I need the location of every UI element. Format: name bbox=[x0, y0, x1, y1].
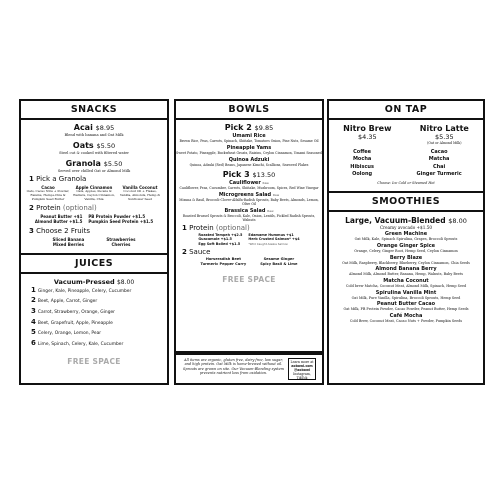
bowl-name: Microgreens Salad bbox=[218, 192, 272, 198]
protein-footnote: *Wild Caught Alaska Salmon bbox=[248, 241, 289, 246]
fruit-col-right bbox=[106, 237, 135, 248]
bowls-title: BOWLS bbox=[176, 101, 322, 120]
bowl-name: Umami Rice bbox=[232, 133, 266, 139]
smoothie-item bbox=[329, 231, 483, 241]
step-label: Pick a Granola bbox=[36, 175, 87, 184]
smoothie-name: Green Machine bbox=[384, 231, 428, 238]
protein-option: Almond Butter +$1.5 bbox=[34, 219, 83, 225]
bowl-name: Brassica Salad bbox=[224, 208, 266, 214]
pick2-name: Pick 2 bbox=[224, 123, 252, 132]
granola-item bbox=[21, 159, 167, 169]
smoothie-name: Peanut Butter Cacao bbox=[376, 301, 436, 308]
website-link[interactable]: aobowl.com bbox=[291, 364, 313, 368]
protein-col-right bbox=[88, 214, 153, 225]
pick2-header bbox=[176, 123, 322, 133]
pick3-header bbox=[176, 170, 322, 180]
info-note-text: All items are organic, gluten free, dairy free, low sugar, and high protein. Oat Milk is home-brewed without oil. Sprouts are grown on site. Our Vacuum-Blending system prevents nutrient loss from oxidation. bbox=[183, 358, 284, 375]
step-label: Choose 2 Fruits bbox=[36, 226, 91, 235]
bowl-desc: Sweet Potato, Pineapple, Buckwheat Groats, Raisins, Ceylon Cinnamon, Umami Seasoned bbox=[176, 151, 322, 155]
juice-ingredients: Celery, Orange, Lemon, Pear bbox=[37, 331, 102, 337]
step-optional: (optional) bbox=[215, 224, 250, 232]
granola-option-name: Cacao bbox=[41, 185, 55, 191]
juice-item bbox=[21, 339, 167, 350]
granola-name: Granola bbox=[65, 158, 101, 168]
fruit-option: Sliced Banana bbox=[52, 236, 85, 242]
juice-ingredients: Beet, Apple, Carrot, Ginger bbox=[37, 299, 98, 305]
nitro-brew bbox=[343, 124, 391, 145]
nitro-latte-sub: (Oat or Almond Milk) bbox=[427, 141, 462, 145]
juice-ingredients: Ginger, Kale, Pineapple, Celery, Cucumber bbox=[37, 288, 132, 294]
smoothie-desc: Cold brew Matcha, Coconut Meat, Almond Milk, Spinach, Hemp Seed bbox=[345, 283, 467, 288]
sauce-col-left bbox=[201, 257, 247, 267]
smoothie-name: Berry Blaze bbox=[389, 254, 423, 261]
juice-number: 5 bbox=[31, 328, 36, 337]
protein-option: Peanut Butter +$1 bbox=[40, 213, 83, 219]
snacks-step-3 bbox=[29, 227, 167, 236]
social-handle[interactable]: @aobowl bbox=[293, 368, 311, 372]
bowl-item bbox=[176, 180, 322, 190]
bowl-desc: Brown Rice, Peas, Carrots, Spinach, Shiitake, Tomatoes Onion, Pine Nuts, Sesame Oil bbox=[179, 139, 319, 143]
step-label: Sauce bbox=[189, 248, 211, 257]
protein-option: Egg Soft Boiled +$1.5 bbox=[198, 241, 241, 246]
juices-head: Vacuum-Pressed bbox=[53, 277, 115, 286]
juices-price: $8.00 bbox=[116, 278, 135, 286]
sauce-col-right bbox=[260, 257, 297, 267]
granola-option-desc: Oats, Cacao Nibs + Powder, Raisins, Hemp+Chia & Pumpkin Seed Butter bbox=[26, 189, 70, 201]
bowls-panel bbox=[174, 99, 324, 353]
tap-flavors bbox=[329, 149, 483, 179]
fruit-options bbox=[21, 237, 167, 248]
smoothie-item bbox=[329, 266, 483, 276]
juices-header bbox=[21, 278, 167, 286]
step-number: 2 bbox=[29, 203, 34, 212]
tap-item: Ginger Turmeric bbox=[416, 171, 462, 178]
social-platforms: Instagram, TikTok bbox=[293, 372, 311, 380]
protein-option: PB Protein Powder +$1.5 bbox=[88, 213, 146, 219]
smoothie-name: Café Mocha bbox=[389, 313, 423, 320]
bowls-step-1 bbox=[182, 224, 322, 233]
smoothie-desc: Orange, Celery, Ginger Root, Hemp Seed, Ceylon Cinnamon bbox=[354, 248, 458, 253]
smoothie-name: Matcha Coconut bbox=[383, 277, 429, 284]
bowl-item bbox=[176, 157, 322, 167]
smoothie-name: Almond Banana Berry bbox=[375, 266, 437, 273]
acai-desc: Blend with banana and Oat Milk bbox=[64, 133, 124, 137]
tap-item: Matcha bbox=[428, 156, 450, 163]
juice-item bbox=[21, 307, 167, 318]
acai-item bbox=[21, 123, 167, 133]
smoothie-item bbox=[329, 290, 483, 300]
smoothie-item bbox=[329, 243, 483, 253]
social-box bbox=[288, 358, 316, 380]
acai-price: $8.95 bbox=[95, 124, 115, 132]
bowl-name: Pineapple Yams bbox=[226, 145, 272, 151]
tap-item: Coffee bbox=[353, 149, 372, 155]
smoothie-item bbox=[329, 301, 483, 311]
nitro-latte-price: $5.35 bbox=[435, 133, 454, 141]
bowl-desc: Quinoa, Adzuki (Red) Beans, Japanese Kimchi, Scallions, Seaweed Flakes bbox=[189, 163, 309, 167]
smoothie-item bbox=[329, 255, 483, 265]
step-number: 3 bbox=[29, 226, 34, 235]
tap-col-right bbox=[417, 149, 462, 179]
sauce-option: Turmeric Pepper Curry bbox=[200, 262, 247, 267]
granola-desc: Served over chilled Oat or Almond Milk bbox=[57, 168, 131, 173]
step-label: Protein bbox=[189, 224, 214, 232]
juice-number: 2 bbox=[31, 296, 36, 305]
juice-ingredients: Carrot, Strawberry, Orange, Ginger bbox=[37, 309, 115, 315]
sauce-options bbox=[176, 257, 322, 267]
snacks-step-1 bbox=[29, 175, 167, 184]
bowl-name: Quinoa Adzuki bbox=[228, 157, 270, 163]
ontap-panel bbox=[327, 99, 485, 385]
smoothie-name: Orange Ginger Spice bbox=[376, 242, 436, 249]
fruit-option: Mixed Berries bbox=[52, 242, 84, 248]
oats-item bbox=[21, 141, 167, 151]
smoothie-desc: Cold Brew, Coconut Meat, Cacao Nuts + Powder, Pumpkin Seeds bbox=[349, 319, 463, 324]
protein-option: Herb Crusted Salmon* +$4 bbox=[248, 237, 300, 242]
bowl-item bbox=[176, 208, 322, 222]
nitro-brew-name: Nitro Brew bbox=[343, 124, 392, 133]
juice-item bbox=[21, 318, 167, 329]
raw-tag: Raw bbox=[272, 193, 280, 197]
acai-name: Acai bbox=[73, 123, 93, 132]
tap-note: Choose: Ice Cold or Steamed Hot bbox=[377, 180, 435, 185]
juice-number: 1 bbox=[31, 285, 36, 294]
snacks-title: SNACKS bbox=[21, 101, 167, 120]
smoothie-item bbox=[329, 278, 483, 288]
granola-option-name: Apple Cinnamon bbox=[75, 185, 113, 191]
granola-price: $5.50 bbox=[103, 159, 123, 168]
tap-item: Chai bbox=[432, 163, 446, 170]
snacks-step-2 bbox=[29, 204, 167, 213]
smoothies-head: Large, Vacuum-Blended bbox=[345, 215, 446, 225]
bowls-step-2 bbox=[182, 248, 322, 257]
oats-price: $5.50 bbox=[96, 141, 116, 150]
smoothie-desc: Almond Milk, Almond Butter, Banana, Hemp, Walnuts, Baby Beets bbox=[349, 272, 463, 277]
sauce-option: Spicy Basil & Lime bbox=[260, 262, 298, 267]
juices-free-space: FREE SPACE bbox=[67, 357, 121, 367]
bowl-desc: Roasted Brussel Sprouts & Broccoli, Kale, Onion, Lentils, Pickled Radish Sprouts, Walnuts bbox=[182, 214, 316, 222]
protein-col-left bbox=[198, 233, 242, 246]
bowl-name: Cauliflower bbox=[229, 180, 261, 186]
granola-option bbox=[72, 185, 116, 201]
tap-item: Cacao bbox=[430, 149, 448, 155]
social-label: Learn more at bbox=[290, 360, 314, 364]
granola-option-name: Vanilla Coconut bbox=[122, 185, 158, 191]
bowl-proteins bbox=[176, 233, 322, 246]
fruit-option: Strawberries bbox=[106, 236, 136, 242]
tap-col-left bbox=[350, 149, 374, 179]
raw-tag: Raw bbox=[267, 209, 274, 213]
step-optional: (optional) bbox=[62, 203, 97, 212]
juice-item bbox=[21, 286, 167, 297]
juice-ingredients: Beet, Grapefruit, Apple, Pineapple bbox=[37, 320, 113, 326]
sauce-option: Horseradish Beet bbox=[205, 257, 241, 262]
bowl-desc: Cauliflower, Peas, Cucumber, Carrots, Shiitake, Mushroom, Spices, Red Wine Vinegar bbox=[179, 186, 319, 190]
bowl-desc: Mizuna & Basil, Broccoli-Clover-Alfalfa-Radish Sprouts, Baby Beets, Almonds, Lemon, Olive Oil bbox=[179, 198, 319, 206]
raw-tag: Raw bbox=[262, 181, 269, 185]
bowl-item bbox=[176, 145, 322, 155]
protein-option: Guacamole +$1.5 bbox=[198, 237, 232, 242]
juice-number: 4 bbox=[31, 317, 36, 326]
granola-options bbox=[25, 185, 163, 201]
step-number: 1 bbox=[182, 224, 187, 232]
fruit-col-left bbox=[53, 237, 85, 248]
protein-option: Roasted Tempeh +$2.5 bbox=[198, 233, 243, 237]
nitro-row bbox=[329, 124, 483, 145]
tap-item: Oolong bbox=[352, 171, 373, 178]
granola-option bbox=[26, 185, 70, 201]
bowl-item bbox=[176, 192, 322, 206]
snack-proteins bbox=[21, 214, 167, 225]
step-label: Protein bbox=[36, 203, 61, 212]
snacks-panel bbox=[19, 99, 169, 385]
juice-item bbox=[21, 328, 167, 339]
oats-name: Oats bbox=[72, 140, 94, 150]
smoothies-header bbox=[329, 216, 483, 225]
protein-option: Pumpkin Seed Protein +$1.5 bbox=[88, 219, 154, 225]
smoothie-name: Spirulina Vanilla Mint bbox=[375, 289, 437, 296]
step-number: 1 bbox=[29, 175, 34, 184]
juice-list bbox=[21, 286, 167, 350]
juice-number: 6 bbox=[31, 338, 36, 347]
smoothie-desc: Oat Milk, Pure Vanilla, Spirulina, Broccoli Sprouts, Hemp Seed bbox=[351, 295, 461, 300]
protein-col-left bbox=[35, 214, 83, 225]
protein-option: Edamame Hummus +$1 bbox=[248, 233, 294, 237]
bowls-free-space: FREE SPACE bbox=[222, 275, 276, 285]
juice-number: 3 bbox=[31, 306, 36, 315]
protein-col-right bbox=[248, 233, 299, 246]
smoothie-desc: Oat Milk, PB Protein Powder, Cacao Powder, Peanut Butter, Hemp Seeds bbox=[343, 307, 469, 312]
juice-ingredients: Lime, Spinach, Celery, Kale, Cucumber bbox=[37, 341, 124, 347]
juices-title: JUICES bbox=[21, 253, 167, 274]
smoothie-desc: Oat Milk, Raspberry, Blackberry, Blueberry, Ceylon Cinnamon, Chia Seeds bbox=[342, 260, 470, 265]
bowl-item bbox=[176, 133, 322, 143]
tap-item: Mocha bbox=[352, 156, 372, 163]
oats-desc: Steel cut & cooked with filtered water bbox=[59, 150, 129, 155]
tap-item: Hibiscus bbox=[350, 163, 374, 170]
sauce-option: Sesame Ginger bbox=[263, 257, 295, 262]
juice-item bbox=[21, 296, 167, 307]
granola-option bbox=[118, 185, 162, 201]
smoothies-price: $8.00 bbox=[448, 216, 467, 225]
ontap-title: ON TAP bbox=[329, 101, 483, 120]
nitro-brew-price: $4.35 bbox=[358, 133, 377, 141]
granola-option-desc: Oats, Apples, Pecans & Walnuts, Ceylon Cinnamon, Vanilla, Chia bbox=[73, 189, 115, 201]
smoothie-desc: Oat Milk, Kale, Spinach Spirulina, Grapes, Broccoli Sprouts bbox=[354, 237, 458, 242]
step-number: 2 bbox=[182, 248, 187, 257]
smoothies-sub: Creamy avocado +$1.50 bbox=[379, 224, 433, 230]
pick3-name: Pick 3 bbox=[222, 170, 250, 179]
smoothie-item bbox=[329, 313, 483, 323]
pick3-price: $13.50 bbox=[252, 171, 276, 179]
pick2-price: $9.85 bbox=[254, 124, 274, 132]
nitro-latte-name: Nitro Latte bbox=[419, 124, 469, 133]
fruit-option: Cherries bbox=[111, 242, 131, 248]
info-note-panel bbox=[174, 353, 324, 385]
granola-option-desc: Coconut Oil + Flakes, Vanilla, Almonds, Hemp & Sunflower Seed bbox=[119, 189, 161, 201]
nitro-latte bbox=[420, 124, 469, 145]
smoothies-title: SMOOTHIES bbox=[329, 191, 483, 212]
